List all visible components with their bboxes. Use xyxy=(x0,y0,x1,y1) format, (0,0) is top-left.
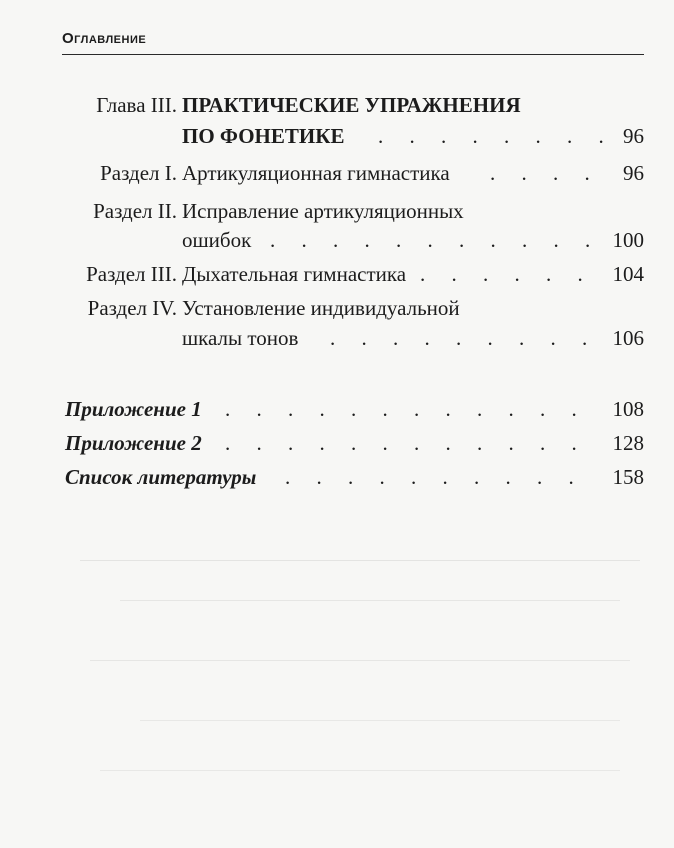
toc-section-4-line2 xyxy=(0,323,674,353)
section-2-prefix: Раздел II. xyxy=(93,199,177,223)
leader-dots xyxy=(378,121,610,151)
section-1-prefix: Раздел I. xyxy=(100,161,177,185)
appendix-1-title: Приложение 1 xyxy=(65,397,202,421)
toc-chapter-line1 xyxy=(0,90,674,120)
section-2-title-line1: Исправление артикуляционных xyxy=(182,199,464,223)
header-title: Оглавление xyxy=(62,30,147,47)
appendix-1-page: 108 xyxy=(612,397,644,421)
section-1-page: 96 xyxy=(623,161,644,185)
chapter-title-line1: ПРАКТИЧЕСКИЕ УПРАЖНЕНИЯ xyxy=(182,93,521,117)
section-1-title: Артикуляционная гимнастика xyxy=(182,161,450,185)
toc-section-4-line1 xyxy=(0,293,674,323)
appendix-2-title: Приложение 2 xyxy=(65,431,202,455)
bibliography-title: Список литературы xyxy=(65,465,257,489)
bibliography-page: 158 xyxy=(612,465,644,489)
section-3-page: 104 xyxy=(612,262,644,286)
toc-section-3 xyxy=(0,259,674,289)
toc-chapter-line2 xyxy=(0,121,674,151)
section-4-page: 106 xyxy=(612,326,644,350)
leader-dots xyxy=(225,428,590,458)
toc-section-1 xyxy=(0,158,674,188)
chapter-page: 96 xyxy=(623,124,644,148)
chapter-title-line2: ПО ФОНЕТИКЕ xyxy=(182,124,345,148)
leader-dots xyxy=(420,259,592,289)
section-4-title-line1: Установление индивидуальной xyxy=(182,296,460,320)
toc-appendix-1 xyxy=(0,394,674,424)
leader-dots xyxy=(270,225,590,255)
section-3-title: Дыхательная гимнастика xyxy=(182,262,407,286)
section-4-prefix: Раздел IV. xyxy=(87,296,177,320)
toc-appendix-2 xyxy=(0,428,674,458)
leader-dots xyxy=(330,323,590,353)
chapter-prefix: Глава III. xyxy=(96,93,177,117)
leader-dots xyxy=(285,462,590,492)
section-2-title-line2: ошибок xyxy=(182,228,252,252)
section-2-page: 100 xyxy=(612,228,644,252)
section-3-prefix: Раздел III. xyxy=(86,262,177,286)
leader-dots xyxy=(225,394,590,424)
appendix-2-page: 128 xyxy=(612,431,644,455)
leader-dots xyxy=(490,158,610,188)
section-4-title-line2: шкалы тонов xyxy=(182,326,299,350)
toc-section-2-line2 xyxy=(0,225,674,255)
toc-bibliography xyxy=(0,462,674,492)
toc-section-2-line1 xyxy=(0,196,674,226)
